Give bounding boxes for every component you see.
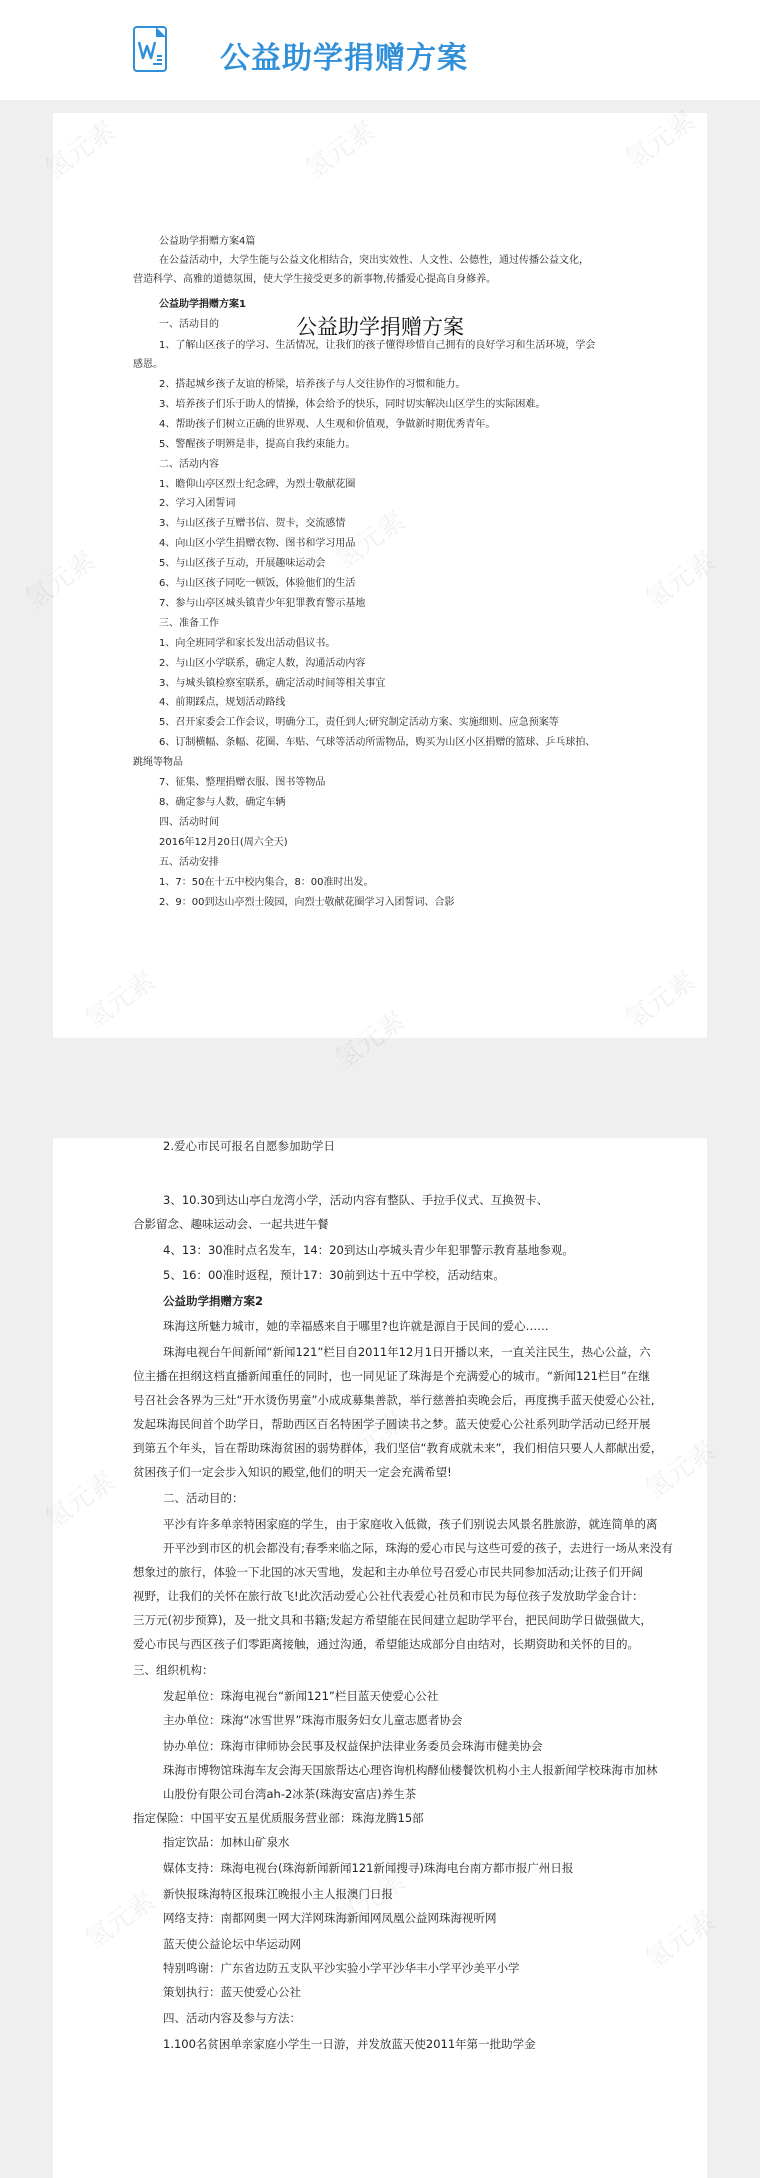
paragraph-line: 主办单位：珠海“冰雪世界”珠海市服务妇女儿童志愿者协会 xyxy=(163,1713,463,1727)
document-title: 公益助学捐赠方案 xyxy=(296,315,464,339)
paragraph-line: 开平沙到市区的机会都没有;春季来临之际，珠海的爱心市民与这些可爱的孩子，去进行一场从来没有 xyxy=(163,1541,673,1555)
paragraph-line: 爱心市民与西区孩子们零距离接触，通过沟通，希望能达成部分自由结对，长期资助和关怀的目的。 xyxy=(133,1637,639,1651)
paragraph-line: 公益助学捐赠方案1 xyxy=(159,299,246,310)
paragraph-line: 到第五个年头，旨在帮助珠海贫困的弱势群体，我们坚信“教育成就未来”，我们相信只要人人都献出爱， xyxy=(133,1441,663,1455)
paragraph-line: 5、警醒孩子明辨是非，提高自我约束能力。 xyxy=(159,439,356,450)
paragraph-line: 4、帮助孩子们树立正确的世界观、人生观和价值观，争做新时期优秀青年。 xyxy=(159,419,496,430)
paragraph-line: 4、13：30准时点名发车，14：20到达山亭城头青少年犯罪警示教育基地参观。 xyxy=(163,1243,574,1257)
paragraph-line: 2016年12月20日(周六全天) xyxy=(159,837,288,848)
paragraph-line: 公益助学捐赠方案2 xyxy=(163,1294,264,1308)
paragraph-line: 平沙有许多单亲特困家庭的学生，由于家庭收入低微，孩子们别说去风景名胜旅游，就连简单的离 xyxy=(163,1517,658,1531)
paragraph-line: 合影留念、趣味运动会、一起共进午餐 xyxy=(133,1217,329,1231)
paragraph-line: 8、确定参与人数，确定车辆 xyxy=(159,797,286,808)
paragraph-line: 在公益活动中，大学生能与公益文化相结合，突出实效性、人文性、公德性，通过传播公益文化， xyxy=(159,255,589,266)
paragraph-line: 指定饮品：加林山矿泉水 xyxy=(163,1835,290,1849)
paragraph-line: 网络支持：南都网奥一网大洋网珠海新闻网凤凰公益网珠海视听网 xyxy=(163,1911,497,1925)
paragraph-line: 1、瞻仰山亭区烈士纪念碑，为烈士敬献花圈 xyxy=(159,479,356,490)
paragraph-line: 发起单位：珠海电视台“新闻121”栏目蓝天使爱心公社 xyxy=(163,1689,439,1703)
paragraph-line: 营造科学、高雅的道德氛围，使大学生接受更多的新事物,传播爱心提高自身修养。 xyxy=(133,274,497,285)
paragraph-line: 5、召开家委会工作会议，明确分工，责任到人;研究制定活动方案、实施细则、应急预案等 xyxy=(159,717,559,728)
paragraph-line: 3、与山区孩子互赠书信、贺卡，交流感情 xyxy=(159,518,346,529)
paragraph-line: 视野，让我们的关怀在旅行故飞!此次活动爱心公社代表爱心社员和市民为每位孩子发放助学金合计： xyxy=(133,1589,644,1603)
paragraph-line: 山股份有限公司台湾ah-2冰茶(珠海安富店)养生茶 xyxy=(163,1787,417,1801)
paragraph-line: 5、与山区孩子互动，开展趣味运动会 xyxy=(159,558,326,569)
paragraph-line: 1、7：50在十五中校内集合，8：00准时出发。 xyxy=(159,877,374,888)
paragraph-line: 2、9：00到达山亭烈士陵园，向烈士敬献花圈学习入团誓词、合影 xyxy=(159,897,455,908)
paragraph-line: 3、培养孩子们乐于助人的情操，体会给予的快乐，同时切实解决山区学生的实际困难。 xyxy=(159,399,546,410)
paragraph-line: 协办单位：珠海市律师协会民事及权益保护法律业务委员会珠海市健美协会 xyxy=(163,1739,543,1753)
paragraph-line: 跳绳等物品 xyxy=(133,757,183,768)
paragraph-line: 媒体支持：珠海电视台(珠海新闻新闻121新闻搜寻)珠海电台南方都市报广州日报 xyxy=(163,1861,574,1875)
paragraph-line: 珠海电视台午间新闻“新闻121”栏目自2011年12月1日开播以来，一直关注民生，热心公益，六 xyxy=(163,1345,651,1359)
paragraph-line: 四、活动时间 xyxy=(159,817,219,828)
paragraph-line: 3、10.30到达山亭白龙湾小学，活动内容有整队、手拉手仪式、互换贺卡、 xyxy=(163,1193,549,1207)
paragraph-line: 想象过的旅行，体验一下北国的冰天雪地，发起和主办单位号召爱心市民共同参加活动;让孩子们开阔 xyxy=(133,1565,643,1579)
page-header xyxy=(0,0,760,100)
paragraph-line: 策划执行：蓝天使爱心公社 xyxy=(163,1985,301,1999)
paragraph-line: 3、与城头镇检察室联系，确定活动时间等相关事宜 xyxy=(159,678,386,689)
paragraph-line: 5、16：00准时返程，预计17：30前到达十五中学校，活动结束。 xyxy=(163,1268,505,1282)
paragraph-line: 珠海市博物馆珠海车友会海天国旅帮达心理咨询机构酵仙楼餐饮机构小主人报新闻学校珠海市加林 xyxy=(163,1763,658,1777)
paragraph-line: 一、活动目的 xyxy=(159,319,219,330)
paragraph-line: 1、了解山区孩子的学习、生活情况，让我们的孩子懂得珍惜自己拥有的良好学习和生活环境，学会 xyxy=(159,340,596,351)
paragraph-line: 新快报珠海特区报珠江晚报小主人报澳门日报 xyxy=(163,1887,393,1901)
paragraph-line: 贫困孩子们一定会步入知识的殿堂,他们的明天一定会充满希望! xyxy=(133,1465,452,1479)
paragraph-line: 号召社会各界为三灶“开水烫伤男童”小成成募集善款，举行慈善拍卖晚会后，再度携手蓝天使爱心公社, xyxy=(133,1393,655,1407)
paragraph-line: 6、与山区孩子同吃一顿饭，体验他们的生活 xyxy=(159,578,356,589)
paragraph-line: 指定保险：中国平安五星优质服务营业部：珠海龙腾15部 xyxy=(133,1811,424,1825)
paragraph-line: 感恩。 xyxy=(133,359,163,370)
paragraph-line: 特别鸣谢：广东省边防五支队平沙实验小学平沙华丰小学平沙美平小学 xyxy=(163,1961,520,1975)
paragraph-line: 4、向山区小学生捐赠衣物、图书和学习用品 xyxy=(159,538,356,549)
paragraph-line: 五、活动安排 xyxy=(159,857,219,868)
paragraph-line: 7、参与山亭区城头镇青少年犯罪教育警示基地 xyxy=(159,598,366,609)
paragraph-line: 三、准备工作 xyxy=(159,618,219,629)
paragraph-line: 4、前期踩点，规划活动路线 xyxy=(159,697,286,708)
paragraph-line: 四、活动内容及参与方法： xyxy=(163,2011,301,2025)
paragraph-line: 1、向全班同学和家长发出活动倡议书。 xyxy=(159,638,336,649)
paragraph-line: 三、组织机构： xyxy=(133,1663,214,1677)
document-page-2 xyxy=(53,1138,707,2178)
paragraph-line: 公益助学捐赠方案4篇 xyxy=(159,236,256,247)
paragraph-line: 2、与山区小学联系，确定人数，沟通活动内容 xyxy=(159,658,366,669)
paragraph-line: 位主播在担纲这档直播新闻重任的同时，也一同见证了珠海是个充满爱心的城市。“新闻121栏目”在继 xyxy=(133,1369,650,1383)
paragraph-line: 二、活动内容 xyxy=(159,459,219,470)
paragraph-line: 发起珠海民间首个助学日，帮助西区百名特困学子圆读书之梦。蓝天使爱心公社系列助学活动已经开展 xyxy=(133,1417,651,1431)
paragraph-line: 2、搭起城乡孩子友谊的桥梁，培养孩子与人交往协作的习惯和能力。 xyxy=(159,379,466,390)
paragraph-line: 7、征集、整理捐赠衣服、图书等物品 xyxy=(159,777,326,788)
word-document-icon xyxy=(133,26,167,72)
paragraph-line: 珠海这所魅力城市，她的幸福感来自于哪里?也许就是源自于民间的爱心…… xyxy=(163,1319,549,1333)
paragraph-line: 2、学习入团誓词 xyxy=(159,498,236,509)
paragraph-line: 蓝天使公益论坛中华运动网 xyxy=(163,1937,301,1951)
paragraph-line: 6、订制横幅、条幅、花圈、车贴、气球等活动所需物品，购买为山区小区捐赠的篮球、乒乓球拍、 xyxy=(159,737,596,748)
document-page-1 xyxy=(53,113,707,1038)
watermark: 氢元素 xyxy=(329,1005,411,1076)
brand-title: 公益助学捐赠方案 xyxy=(220,41,468,76)
paragraph-line: 2.爱心市民可报名自愿参加助学日 xyxy=(163,1139,335,1153)
paragraph-line: 三万元(初步预算)，及一批文具和书籍;发起方希望能在民间建立起助学平台，把民间助学日做强做大， xyxy=(133,1613,652,1627)
paragraph-line: 二、活动目的： xyxy=(163,1491,244,1505)
paragraph-line: 1.100名贫困单亲家庭小学生一日游，并发放蓝天使2011年第一批助学金 xyxy=(163,2037,536,2051)
